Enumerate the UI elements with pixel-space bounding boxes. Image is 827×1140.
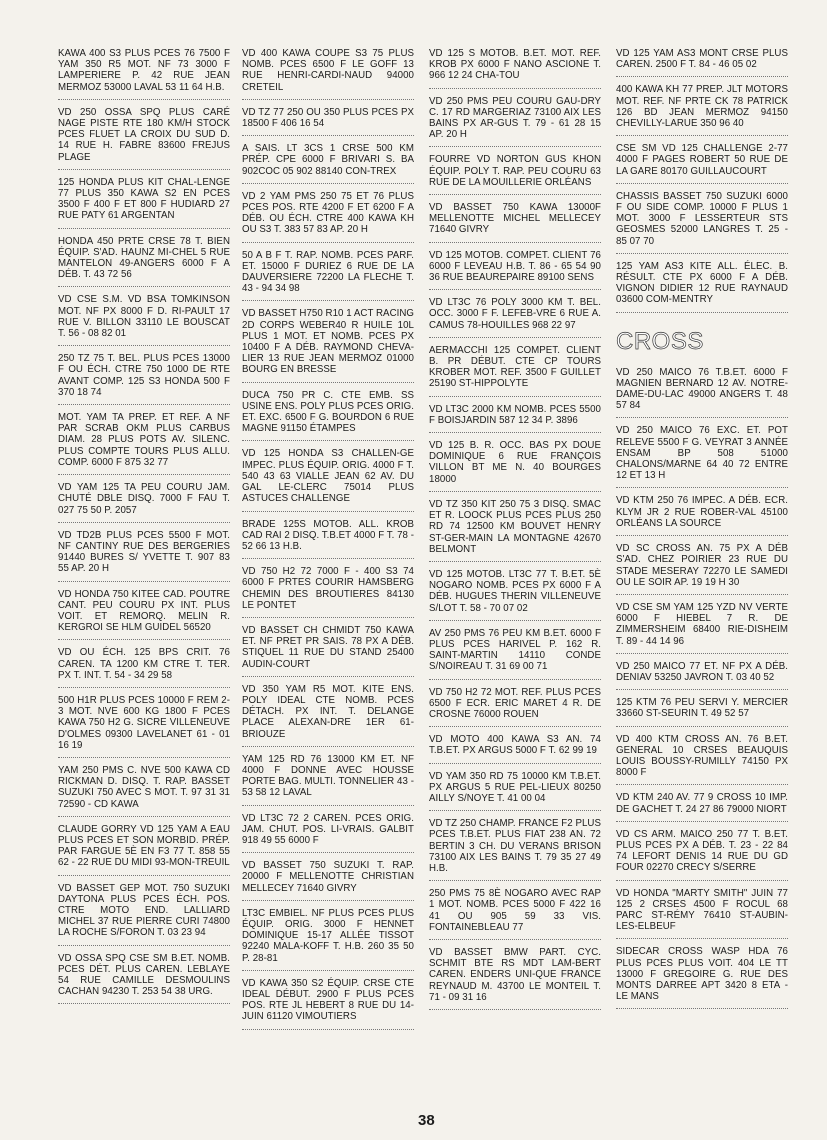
- classified-ad: VD 125 B. R. OCC. BAS PX DOUE DOMINIQUE 6 RUE FRANÇOIS VILLON BT ME N. 40 BOURGES 18000: [429, 438, 601, 492]
- classified-ad: VD KTM 250 76 IMPEC. A DÉB. ECR. KLYM JR 2 RUE ROBER-VAL 45100 ORLÉANS LA SOURCE: [616, 493, 788, 536]
- classified-ad: HONDA 450 PRTE CRSE 78 T. BIEN ÉQUIP. S'AD. HAUNZ MI-CHEL 5 RUE MANTELON 49-ANGERS 6000 F A DÉB. T. 43 72 56: [58, 234, 230, 288]
- classified-ad: CLAUDE GORRY VD 125 YAM A EAU PLUS PCES ET SON MORBID. PRÉP. PAR FARGUE 5È EN F3 77 T. 858 55 62 - 22 RUE DU MIDI 93-MON-TREUIL: [58, 822, 230, 876]
- classified-ad: CSE SM VD 125 CHALLENGE 2-77 4000 F PAGES ROBERT 50 RUE DE LA GARE 80170 GUILLAUCOURT: [616, 141, 788, 184]
- classified-ad: LT3C EMBIEL. NF PLUS PCES PLUS ÉQUIP. ORIG. 3000 F HENNET DOMINIQUE 15-17 ALLÉE TISSOT 92240 MALA-KOFF T. H.B. 260 35 50 P. 28-81: [242, 906, 414, 971]
- classified-ad: VD TZ 250 CHAMP. FRANCE F2 PLUS PCES T.B.ET. PLUS FIAT 238 AN. 72 BERTIN 3 CH. DU VERANS BRISON 73100 AIX LES BAINS T. 79 35 27 49 H.B.: [429, 816, 601, 881]
- classified-ad: 250 PMS 75 8È NOGARO AVEC RAP 1 MOT. NOMB. PCES 5000 F 422 16 41 OU 905 59 33 VIS. FONTAINEBLEAU 77: [429, 886, 601, 940]
- classified-ad: 400 KAWA KH 77 PREP. JLT MOTORS MOT. REF. NF PRTE CK 78 PATRICK 126 BD JEAN MERMOZ 94150 CHEVILLY-LARUE 350 96 40: [616, 82, 788, 136]
- classified-ad: VD LT3C 76 POLY 3000 KM T. BEL. OCC. 3000 F F. LEFEB-VRE 6 RUE A. CAMUS 78-HOUILLES 968 22 97: [429, 295, 601, 338]
- classified-ad: VD BASSET BMW PART. CYC. SCHMIT BTE RS MDT LAM-BERT CAREN. ENDERS UNI-QUE FRANCE REYNAUD M. 43700 LE MONTEIL T. 71 - 09 31 16: [429, 945, 601, 1010]
- classified-ad: AV 250 PMS 76 PEU KM B.ET. 6000 F PLUS PCES HARIVEL P. 162 R. SAINT-MARTIN 14110 CONDE S/NOIREAU T. 31 69 00 71: [429, 626, 601, 680]
- column-3: [429, 46, 601, 1015]
- classified-ad: VD MOTO 400 KAWA S3 AN. 74 T.B.ET. PX ARGUS 5000 F T. 62 99 19: [429, 732, 601, 763]
- classified-ad: VD 350 YAM R5 MOT. KITE ENS. POLY IDEAL CTE NOMB. PCES DÉTACH. PX INT. T. DELANGE PLACE ALEXAN-DRE 1ER 61-BRIOUZE: [242, 682, 414, 747]
- classified-ad: VD 125 YAM AS3 MONT CRSE PLUS CAREN. 2500 F T. 84 - 46 05 02: [616, 46, 788, 77]
- page-number: 38: [418, 1112, 435, 1129]
- classified-ad: VD 750 H2 72 MOT. REF. PLUS PCES 6500 F ECR. ERIC MARET 4 R. DE CROSNE 76000 ROUEN: [429, 685, 601, 728]
- classified-ad: KAWA 400 S3 PLUS PCES 76 7500 F YAM 350 R5 MOT. NF 73 3000 F LAMPERIERE P. 42 RUE JEAN MERMOZ 53000 LAVAL 53 11 64 H.B.: [58, 46, 230, 100]
- classified-ad: VD BASSET 750 KAWA 13000F MELLENOTTE MICHEL MELLECEY 71640 GIVRY: [429, 200, 601, 243]
- classified-ad: VD 750 H2 72 7000 F - 400 S3 74 6000 F PRTES COURIR HAMSBERG CHEMIN DES BROUTIERES 84130 LE PONTET: [242, 564, 414, 618]
- classified-ad: VD 250 OSSA SPQ PLUS CARÉ NAGE PISTE RTE 180 KM/H STOCK PCES FLUET LA CROIX DU SUD D. 14 RUE H. FABRE 83600 FREJUS PLAGE: [58, 105, 230, 170]
- section-heading-cross: CROSS: [616, 327, 704, 355]
- classified-ad: 125 HONDA PLUS KIT CHAL-LENGE 77 PLUS 350 KAWA S2 EN PCES 3500 F 400 F ET 800 F HUDIARD 27 RUE PATY 61 ARGENTAN: [58, 175, 230, 229]
- classified-ad: VD KTM 240 AV. 77 9 CROSS 10 IMP. DE GACHET T. 24 27 86 79000 NIORT: [616, 790, 788, 821]
- classified-ad: VD BASSET CH CHMIDT 750 KAWA ET. NF PRET PR SAIS. 78 PX A DÉB. STIQUEL 11 RUE DU STAND 25400 AUDIN-COURT: [242, 623, 414, 677]
- classified-ad: YAM 250 PMS C. NVE 500 KAWA CD RICKMAN D. DISQ. T. RAP. BASSET SUZUKI 750 AVEC S MOT. T. 97 31 31 72590 - CD KAWA: [58, 763, 230, 817]
- classified-ad: VD 400 KTM CROSS AN. 76 B.ET. GENERAL 10 CRSES BEAUQUIS LOUIS BOUSSY-RUMILLY 74150 PX 8000 F: [616, 732, 788, 786]
- column-4: [616, 46, 788, 1014]
- classified-ad: VD BASSET 750 SUZUKI T. RAP. 20000 F MELLENOTTE CHRISTIAN MELLECEY 71640 GIVRY: [242, 858, 414, 901]
- classified-ad: YAM 125 RD 76 13000 KM ET. NF 4000 F DONNE AVEC HOUSSE PORTE BAG. MULTI. TONNELIER 43 - 53 58 12 LAVAL: [242, 752, 414, 806]
- classified-ad: A SAIS. LT 3CS 1 CRSE 500 KM PRÉP. CPE 6000 F BRIVARI S. BA 902COC 05 902 88140 CON-TREX: [242, 141, 414, 184]
- classified-ad: VD 125 MOTOB. COMPET. CLIENT 76 6000 F LEVEAU H.B. T. 86 - 65 54 90 36 RUE BEAUREPAIRE 89100 SENS: [429, 248, 601, 291]
- classified-ad: VD OSSA SPQ CSE SM B.ET. NOMB. PCES DÉT. PLUS CAREN. LEBLAYE 54 RUE CAMILLE DESMOULINS CACHAN 94230 T. 253 54 38 URG.: [58, 951, 230, 1005]
- classified-ad: VD SC CROSS AN. 75 PX A DÉB S'AD. CHEZ POIRIER 23 RUE DU STADE MESERAY 72270 LE SAMEDI OU LE SOIR AP. 19 19 H 30: [616, 541, 788, 595]
- classified-ad: 500 H1R PLUS PCES 10000 F REM 2-3 MOT. NVE 600 KG 1800 F PCES KAWA 750 H2 G. SICRE VILLENEUVE D'OLMES 09300 LAVELANET 61 - 01 16 19: [58, 693, 230, 758]
- classified-ad: MOT. YAM TA PREP. ET REF. A NF PAR SCRAB OKM PLUS CARBUS DIAM. 28 PLUS POTS AV. SILENC. PLUS COMPTE TOURS PLUS ALLU. COMP. 6000 F 875 32 77: [58, 410, 230, 475]
- classified-ad: BRADE 125S MOTOB. ALL. KROB CAD RAI 2 DISQ. T.B.ET 4000 F T. 78 - 52 66 13 H.B.: [242, 517, 414, 560]
- classified-ad: VD YAM 125 TA PEU COURU JAM. CHUTÉ DBLE DISQ. 7000 F FAU T. 027 75 50 P. 2057: [58, 480, 230, 523]
- classified-ad: FOURRE VD NORTON GUS KHON ÉQUIP. POLY T. RAP. PEU COURU 63 RUE DE LA MOUILLERIE ORLÉANS: [429, 152, 601, 195]
- classified-ad: VD HONDA "MARTY SMITH" JUIN 77 125 2 CRSES 4500 F ROCUL 68 PARC ST-RÉMY 76410 ST-AUBIN-LES-ELBEUF: [616, 886, 788, 940]
- classified-ad: VD BASSET H750 R10 1 ACT RACING 2D CORPS WEBER40 R HUILE 10L PLUS 1 MOT. ET NOMB. PCES PX 10400 F A DÉB. RAYMOND CHEVA-LIER 13 RUE JEAN MERMOZ 01000 BOURG EN BRESSE: [242, 306, 414, 382]
- classified-ad: AERMACCHI 125 COMPET. CLIENT B. PR DÉBUT. CTE CP TOURS KROBER MOT. REF. 3500 F GUILLET 25190 ST-HIPPOLYTE: [429, 343, 601, 397]
- classified-ad: VD YAM 350 RD 75 10000 KM T.B.ET. PX ARGUS 5 RUE PEL-LIEUX 80250 AILLY S/NOYE T. 41 00 04: [429, 769, 601, 812]
- classified-ad: VD HONDA 750 KITEE CAD. POUTRE CANT. PEU COURU PX INT. PLUS VOIT. ET REMORQ. MELIN R. KERGROI SE HLM GUIDEL 56520: [58, 587, 230, 641]
- classified-ad: VD 125 MOTOB. LT3C 77 T. B.ET. 5È NOGARO NOMB. PCES PX 6000 F A DÉB. HUGUES THERIN VILLENEUVE S/LOT T. 58 - 70 07 02: [429, 567, 601, 621]
- classified-ad: VD BASSET GEP MOT. 750 SUZUKI DAYTONA PLUS PCES ÉCH. POS. CTRE MOTO END. LALLIARD MICHEL 37 RUE PIERRE CURI 74800 LA ROCHE S/FORON T. 03 23 94: [58, 881, 230, 946]
- classified-ad: VD 250 PMS PEU COURU GAU-DRY C. 17 RD MARGERIAZ 73100 AIX LES BAINS PX AR-GUS T. 79 - 61 28 15 AP. 20 H: [429, 94, 601, 148]
- classified-ad: VD CSE SM YAM 125 YZD NV VERTE 6000 F HIEBEL 7 R. DE ZIMMERSHEIM 68400 RIE-DISHEIM T. 89 - 44 14 96: [616, 600, 788, 654]
- column-2: [242, 46, 414, 1035]
- classified-ad: CHASSIS BASSET 750 SUZUKI 6000 F OU SIDE COMP. 10000 F PLUS 1 MOT. 3000 F LESSERTEUR STS GEOSMES 52000 LANGRES T. 25 - 85 07 70: [616, 189, 788, 254]
- classified-ad: 125 YAM AS3 KITE ALL. ÉLEC. B. RÉSULT. CTE PX 6000 F A DÉB. VIGNON DIDIER 12 RUE RAYNAUD 03600 COM-MENTRY: [616, 259, 788, 313]
- classified-ad: VD LT3C 2000 KM NOMB. PCES 5500 F BOISJARDIN 587 12 34 P. 3896: [429, 402, 601, 433]
- classified-ad: VD 125 S MOTOB. B.ET. MOT. REF. KROB PX 6000 F NANO ASCIONE T. 966 12 24 CHA-TOU: [429, 46, 601, 89]
- classified-ad: VD 400 KAWA COUPE S3 75 PLUS NOMB. PCES 6500 F LE GOFF 13 RUE HENRI-CARDI-NAUD 94000 CRETEIL: [242, 46, 414, 100]
- classified-ad: 50 A B F T. RAP. NOMB. PCES PARF. ET. 15000 F DURIEZ 6 RUE DE LA DAUVERSIERE 72200 LA FLECHE T. 43 - 94 34 98: [242, 248, 414, 302]
- column-1: [58, 46, 230, 1009]
- classified-ad: VD 250 MAICO 76 T.B.ET. 6000 F MAGNIEN BERNARD 12 AV. NOTRE-DAME-DU-LAC 49000 ANGERS T. 48 57 84: [616, 365, 788, 419]
- classified-ad: VD TZ 77 250 OU 350 PLUS PCES PX 18500 F 406 16 54: [242, 105, 414, 136]
- classified-ad: 250 TZ 75 T. BEL. PLUS PCES 13000 F OU ÉCH. CTRE 750 1000 DE RTE AVANT COMP. 125 S3 HONDA 500 F 370 18 74: [58, 351, 230, 405]
- classified-ad: SIDECAR CROSS WASP HDA 76 PLUS PCES PLUS VOIT. 404 LE TT 13000 F GREGOIRE G. RUE DES MONTS DARREE APT 3420 8 ETA - LE MANS: [616, 944, 788, 1009]
- classified-ad: VD CS ARM. MAICO 250 77 T. B.ET. PLUS PCES PX A DÉB. T. 23 - 22 84 74 LEFORT DENIS 14 RUE DU GD FOUR 02270 CRECY S/SERRE: [616, 827, 788, 881]
- classified-ad: VD KAWA 350 S2 ÉQUIP. CRSE CTE IDEAL DÉBUT. 2900 F PLUS PCES POS. RTE JL HEBERT 8 RUE DU 14-JUIN 61120 VIMOUTIERS: [242, 976, 414, 1030]
- classified-ad: VD OU ÉCH. 125 BPS CRIT. 76 CAREN. TA 1200 KM CTRE T. TER. PX T. INT. T. 54 - 34 29 58: [58, 645, 230, 688]
- classified-ad: VD TZ 350 KIT 250 75 3 DISQ. SMAC ET R. LOOCK PLUS PCES PLUS 250 RD 74 12500 KM BOUVET HENRY ST-GER-MAIN LA MONTAGNE 42670 BELMONT: [429, 497, 601, 562]
- classified-ad: VD TD2B PLUS PCES 5500 F MOT. NF CANTINY RUE DES BERGERIES 91440 BURES S/ YVETTE T. 907 83 55 AP. 20 H: [58, 528, 230, 582]
- classified-ad: 125 KTM 76 PEU SERVI Y. MERCIER 33660 ST-SEURIN T. 49 52 57: [616, 695, 788, 726]
- classified-ad: VD 250 MAICO 77 ET. NF PX A DÉB. DENIAV 53250 JAVRON T. 03 40 52: [616, 659, 788, 690]
- classified-ad: VD 125 HONDA S3 CHALLEN-GE IMPEC. PLUS ÉQUIP. ORIG. 4000 F T. 540 43 63 VIALLE JEAN 62 AV. DU GAL LE-CLERC 75014 PLUS ASTUCES CHALLENGE: [242, 446, 414, 511]
- classified-ad: VD LT3C 72 2 CAREN. PCES ORIG. JAM. CHUT. POS. LI-VRAIS. GALBIT 918 49 55 6000 F: [242, 811, 414, 854]
- classified-ad: VD 2 YAM PMS 250 75 ET 76 PLUS PCES POS. RTE 4200 F ET 6200 F A DÉB. OU ÉCH. CTRE 400 KAWA KH OU S3 T. 383 57 83 AP. 20 H: [242, 189, 414, 243]
- classified-ad: VD 250 MAICO 76 EXC. ET. POT RELEVE 5500 F G. VEYRAT 3 ANNÉE ENSAM BP 508 51000 CHALONS/MARNE 64 40 72 ENTRE 12 ET 13 H: [616, 423, 788, 488]
- classifieds-page: [55, 46, 788, 1086]
- classified-ad: VD CSE S.M. VD BSA TOMKINSON MOT. NF PX 8000 F D. RI-PAULT 17 RUE V. BILLON 33110 LE BOUSCAT T. 56 - 08 82 01: [58, 292, 230, 346]
- classified-ad: DUCA 750 PR C. CTE EMB. SS USINE ENS. POLY PLUS PCES ORIG. ET. EXC. 6500 F G. BOURDON 6 RUE MAGNE 91150 ÉTAMPES: [242, 388, 414, 442]
